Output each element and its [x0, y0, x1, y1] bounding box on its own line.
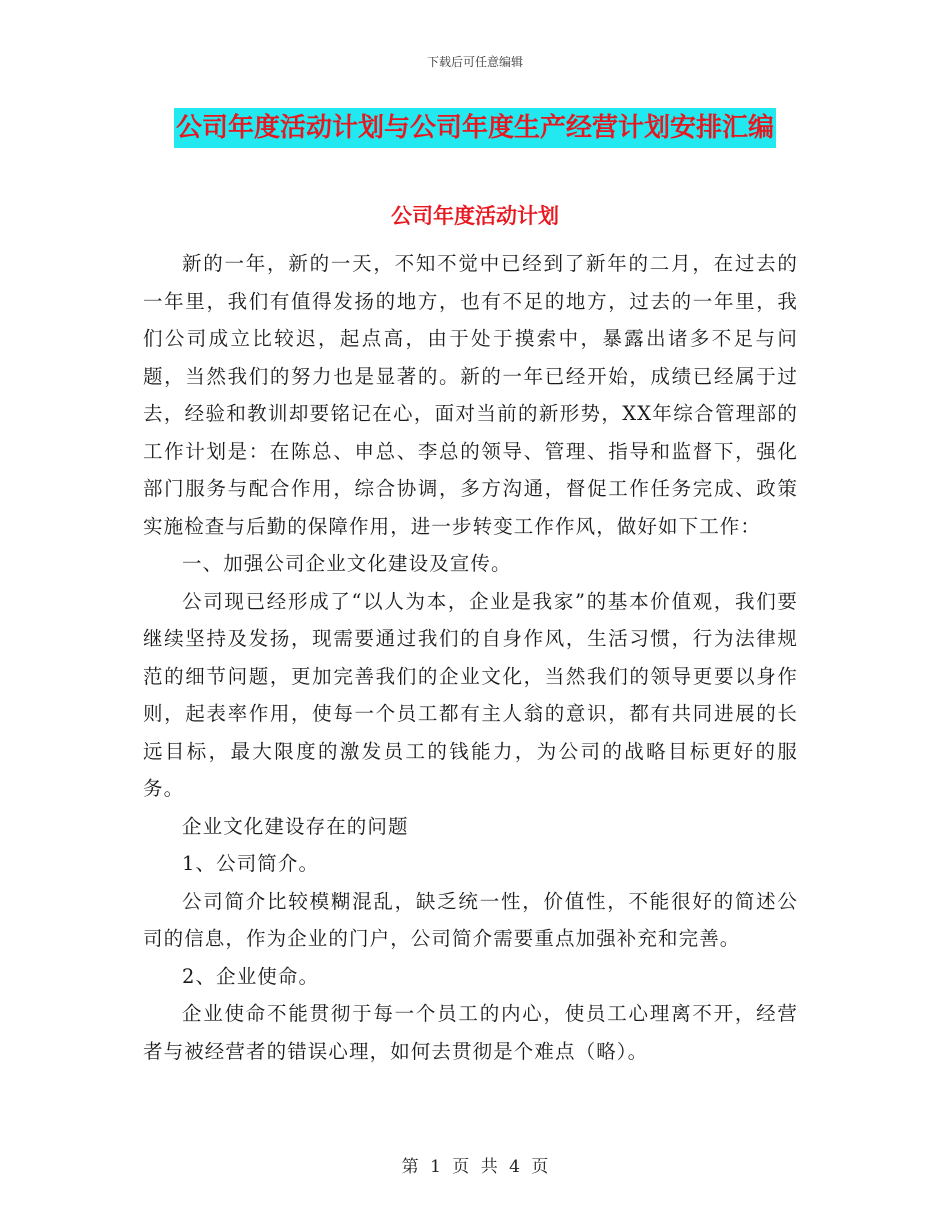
document-body — [143, 245, 798, 1070]
paragraph-mission: 企业使命不能贯彻于每一个员工的内心，使员工心理离不开，经营者与被经营者的错误心理，如何去贯彻是个难点（略）。 — [143, 1002, 798, 1063]
heading-culture: 一、加强公司企业文化建设及宣传。 — [182, 552, 512, 575]
paragraph-culture: 公司现已经形成了“以人为本，企业是我家”的基本价值观，我们要继续坚持及发扬，现需要通过我们的自身作风，生活习惯，行为法律规范的细节问题，更加完善我们的企业文化，当然我们的领导更要以身作则，起表率作用，使每一个员工都有主人翁的意识，都有共同进展的长远目标，最大限度的激发员工的钱能力，为公司的战略目标更好的服务。 — [143, 589, 798, 800]
document-title-container — [0, 108, 950, 148]
paragraph-company-profile: 公司简介比较模糊混乱，缺乏统一性，价值性，不能很好的简述公司的信息，作为企业的门户，公司简介需要重点加强补充和完善。 — [143, 889, 798, 950]
page-footer: 第 1 页 共 4 页 — [401, 1157, 549, 1177]
heading-mission: 2、企业使命。 — [182, 964, 320, 988]
heading-culture-problems: 企业文化建设存在的问题 — [182, 814, 409, 838]
heading-company-profile: 1、公司简介。 — [182, 852, 320, 875]
section-title: 公司年度活动计划 — [391, 204, 559, 228]
document-title: 公司年度活动计划与公司年度生产经营计划安排汇编 — [174, 108, 776, 148]
page-header: 下载后可任意编辑 — [426, 55, 523, 69]
paragraph-intro: 新的一年，新的一天，不知不觉中已经到了新年的二月，在过去的一年里，我们有值得发扬的地方，也有不足的地方，过去的一年里，我们公司成立比较迟，起点高，由于处于摸索中，暴露出诸多不足与问题，当然我们的努力也是显著的。新的一年已经开始，成绩已经属于过去，经验和教训却要铭记在心，面对当前的新形势，XX年综合管理部的工作计划是：在陈总、申总、李总的领导、管理、指导和监督下，强化部门服务与配合作用，综合协调，多方沟通，督促工作任务完成、政策实施检查与后勤的保障作用，进一步转变工作作风，做好如下工作： — [143, 252, 798, 538]
